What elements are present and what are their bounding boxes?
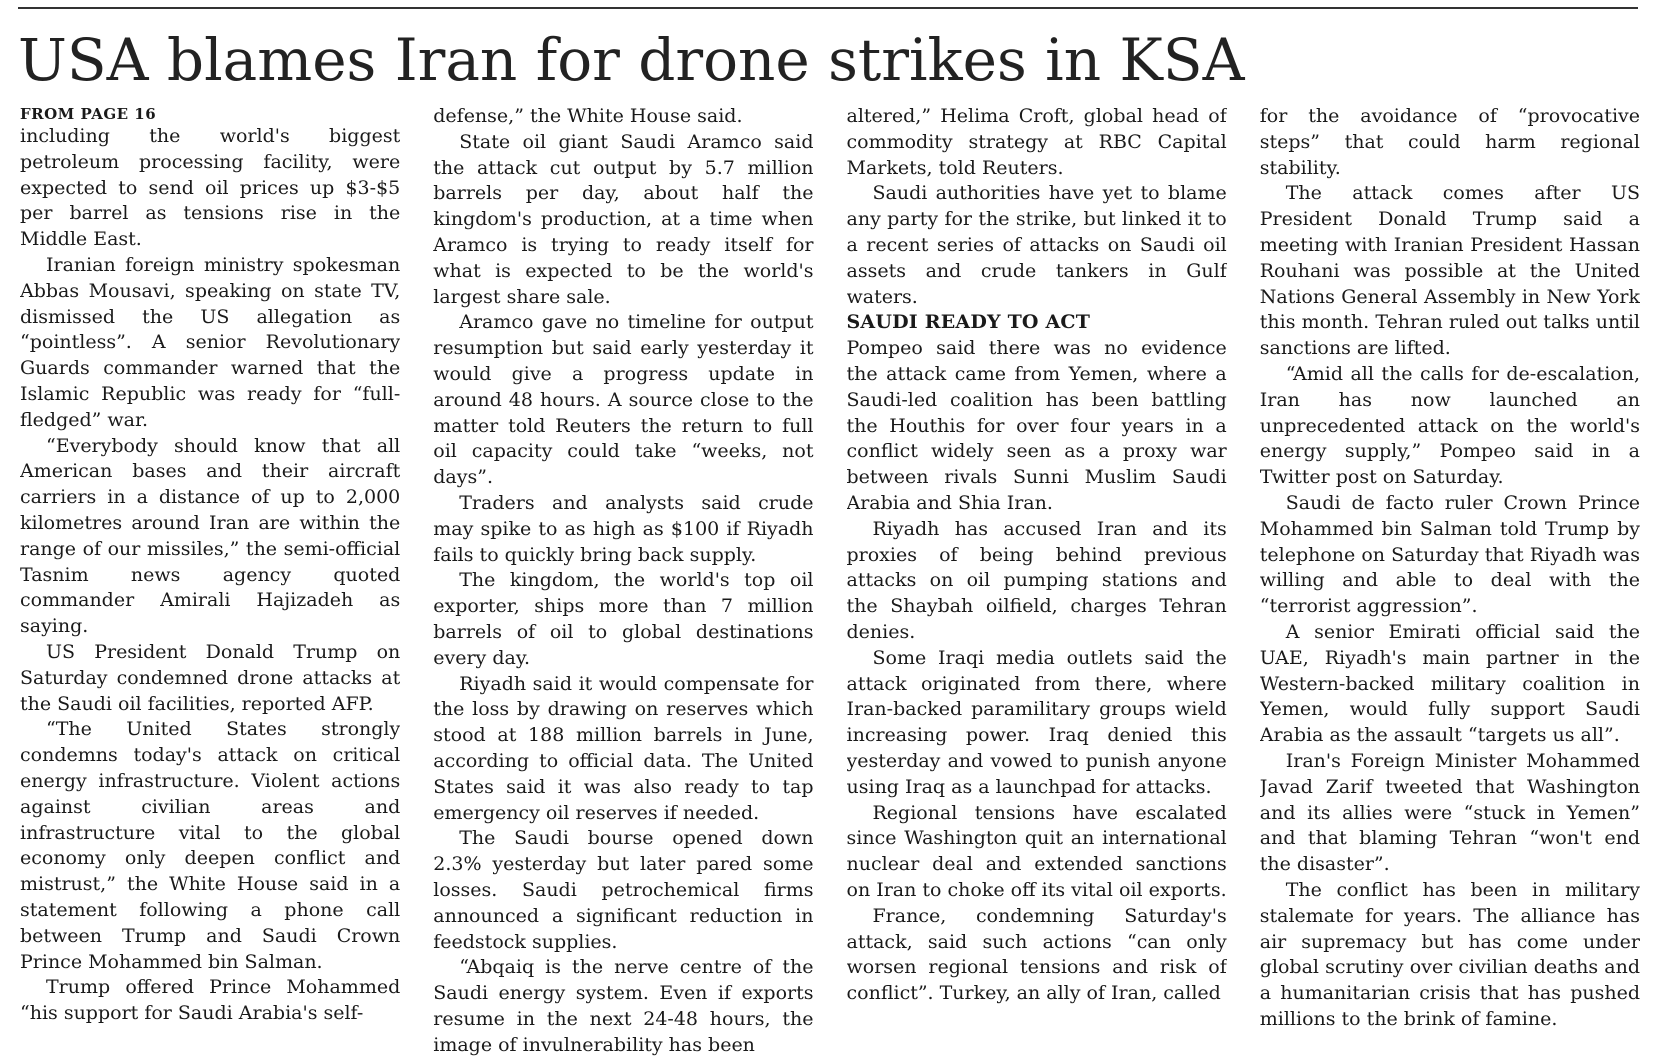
paragraph: Riyadh has accused Iran and its proxies of being behind previous attacks on oil pumping stations and the Shaybah oilfield, charges Tehran denies. (846, 517, 1227, 643)
paragraph: Saudi de facto ruler Crown Prince Mohammed bin Salman told Trump by telephone on Saturday that Riyadh was willing and able to deal with the “terrorist aggression”. (1259, 491, 1640, 618)
column-4 (1260, 104, 1640, 1056)
subheading: SAUDI READY TO ACT (846, 311, 1091, 334)
column-1 (20, 104, 400, 1056)
paragraph: Trump offered Prince Mohammed “his support for Saudi Arabia's self- (20, 976, 401, 1025)
paragraph: for the avoidance of “provocative steps” that could harm regional stability. (1259, 105, 1640, 179)
paragraph: France, condemning Saturday's attack, said such actions “can only worsen regional tensions and risk of conflict”. Turkey, an ally of Iran, called (846, 904, 1227, 1005)
top-rule (18, 7, 1638, 9)
paragraph: including the world's biggest petroleum processing facility, were expected to send oil prices up $3-$5 per barrel as tensions rise in the Middle East. (20, 125, 401, 251)
paragraph: A senior Emirati official said the UAE, Riyadh's main partner in the Western-backed military coalition in Yemen, would fully support Saudi Arabia as the assault “targets us all”. (1259, 620, 1640, 747)
paragraph: “The United States strongly condemns today's attack on critical energy infrastructure. Violent actions against civilian areas and infrastructure vital to the global economy only deepen conflict and mistrust,” the White House said in a statement following a phone call between Trump and Saudi Crown Prince Mohammed bin Salman. (20, 718, 401, 973)
article-columns (20, 104, 1640, 1056)
headline: USA blames Iran for drone strikes in KSA (18, 26, 1245, 94)
paragraph: Traders and analysts said crude may spike to as high as $100 if Riyadh fails to quickly bring back supply. (433, 491, 814, 566)
paragraph: altered,” Helima Croft, global head of commodity strategy at RBC Capital Markets, told Reuters. (846, 105, 1227, 179)
column-2 (433, 104, 813, 1056)
paragraph: The attack comes after US President Donald Trump said a meeting with Iranian President Hassan Rouhani was possible at the United Nations General Assembly in New York this month. Tehran ruled out talks until sanctions are lifted. (1259, 182, 1640, 360)
paragraph: The kingdom, the world's top oil exporter, ships more than 7 million barrels of oil to global destinations every day. (433, 569, 814, 669)
paragraph: Saudi authorities have yet to blame any party for the strike, but linked it to a recent series of attacks on Saudi oil assets and crude tankers in Gulf waters. (846, 182, 1227, 308)
paragraph: Pompeo said there was no evidence the attack came from Yemen, where a Saudi-led coalition has been battling the Houthis for over four years in a conflict widely seen as a proxy war between rivals Sunni Muslim Saudi Arabia and Shia Iran. (846, 337, 1227, 514)
paragraph: Iran's Foreign Minister Mohammed Javad Zarif tweeted that Washington and its allies were “stuck in Yemen” and that blaming Tehran “won't end the disaster”. (1259, 749, 1640, 876)
paragraph: US President Donald Trump on Saturday condemned drone attacks at the Saudi oil facilities, reported AFP. (20, 640, 401, 715)
paragraph: Some Iraqi media outlets said the attack originated from there, where Iran-backed paramilitary groups wield increasing power. Iraq denied this yesterday and vowed to punish anyone using Iraq as a launchpad for attacks. (846, 646, 1227, 798)
paragraph: defense,” the White House said. (433, 105, 743, 127)
column-3 (847, 104, 1227, 1056)
from-page-label: FROM PAGE 16 (20, 105, 157, 123)
paragraph: “Amid all the calls for de-escalation, Iran has now launched an unprecedented attack on the world's energy supply,” Pompeo said in a Twitter post on Saturday. (1259, 362, 1640, 489)
paragraph: State oil giant Saudi Aramco said the attack cut output by 5.7 million barrels per day, about half the kingdom's production, at a time when Aramco is trying to ready itself for what is expected to be the world's largest share sale. (433, 130, 814, 308)
paragraph: Regional tensions have escalated since Washington quit an international nuclear deal and extended sanctions on Iran to choke off its vital oil exports. (846, 801, 1227, 901)
paragraph: The conflict has been in military stalemate for years. The alliance has air supremacy but has come under global scrutiny over civilian deaths and a humanitarian crisis that has pushed millions to the brink of famine. (1259, 878, 1640, 1030)
paragraph: Iranian foreign ministry spokesman Abbas Mousavi, speaking on state TV, dismissed the US allegation as “pointless”. A senior Revolutionary Guards commander warned that the Islamic Republic was ready for “full-fledged” war. (20, 253, 401, 431)
paragraph: “Abqaiq is the nerve centre of the Saudi energy system. Even if exports resume in the next 24-48 hours, the image of invulnerability has been (433, 956, 814, 1056)
paragraph: “Everybody should know that all American bases and their aircraft carriers in a distance of up to 2,000 kilometres around Iran are within the range of our missiles,” the semi-official Tasnim news agency quoted commander Amirali Hajizadeh as saying. (20, 434, 401, 638)
paragraph: The Saudi bourse opened down 2.3% yesterday but later pared some losses. Saudi petrochemical firms announced a significant reduction in feedstock supplies. (433, 827, 814, 953)
paragraph: Riyadh said it would compensate for the loss by drawing on reserves which stood at 188 million barrels in June, according to official data. The United States said it was also ready to tap emergency oil reserves if needed. (433, 672, 814, 824)
paragraph: Aramco gave no timeline for output resumption but said early yesterday it would give a progress update in around 48 hours. A source close to the matter told Reuters the return to full oil capacity could take “weeks, not days”. (433, 311, 814, 489)
